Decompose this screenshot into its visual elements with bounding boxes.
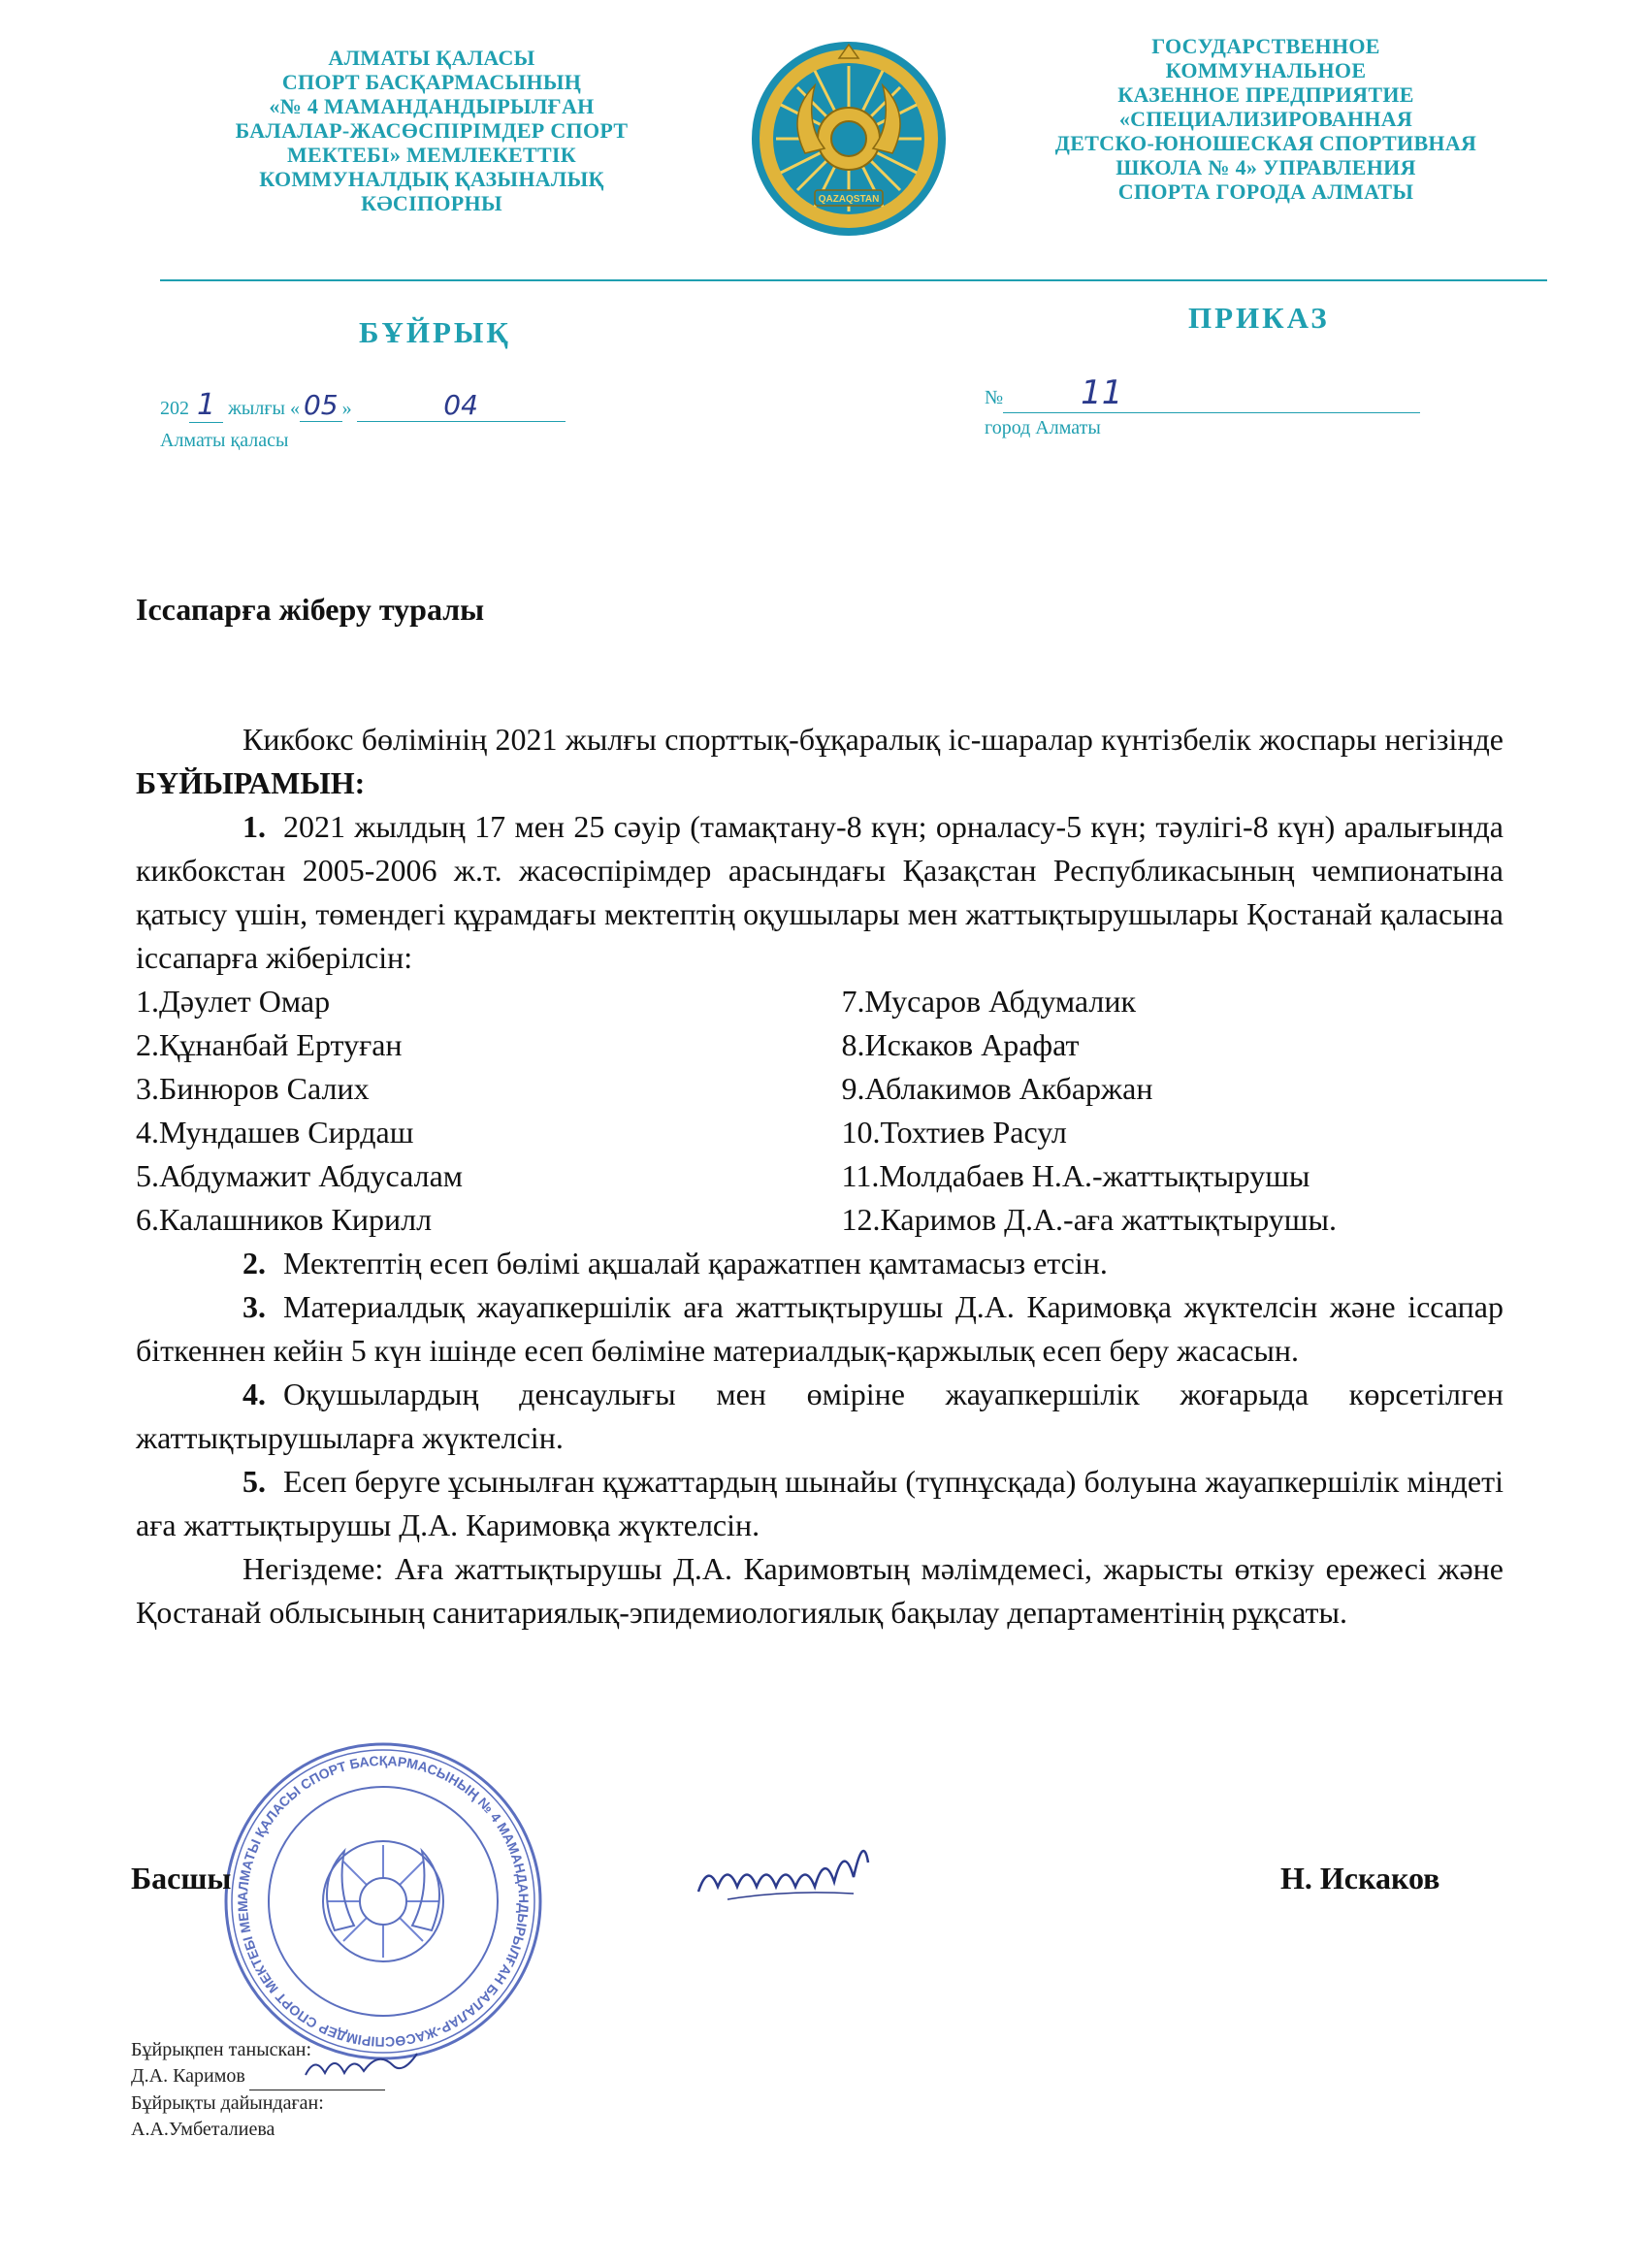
participants-col-right: [798, 980, 1504, 1242]
header-left-line: КӘСІПОРНЫ: [361, 191, 502, 215]
official-seal-icon: [218, 1736, 548, 2066]
date-line: [160, 388, 566, 422]
document-title: Іссапарға жіберу туралы: [136, 592, 485, 627]
header-right-line: КОММУНАЛЬНОЕ: [1165, 58, 1367, 82]
seal-ring-text: АЛМАТЫ ҚАЛАСЫ СПОРТ БАСҚАРМАСЫНЫҢ № 4 МАМАНДАНДЫРЫЛҒАН БАЛАЛАР-ЖАСӨСПІРІМДЕР СПОРТ МЕКТЕБІ МЕМ: [234, 1752, 533, 2051]
doc-type-kz: БҰЙРЫҚ: [359, 315, 511, 349]
participant: 3.Бинюров Салих: [136, 1071, 370, 1106]
prepared-label: Бұйрықты дайындаған:: [131, 2092, 324, 2114]
header-right-line: ГОСУДАРСТВЕННОЕ: [1151, 34, 1380, 58]
header-right-line: СПОРТА ГОРОДА АЛМАТЫ: [1117, 179, 1414, 204]
participant: 8.Искаков Арафат: [841, 1027, 1080, 1062]
order-item-5: [136, 1460, 1504, 1547]
order-word: БҰЙЫРАМЫН:: [136, 765, 366, 800]
intro-text: Кикбокс бөлімінің 2021 жылғы спорттық-бұқаралық іс-шаралар күнтізбелік жоспары негізінде: [242, 722, 1504, 757]
participants-col-left: [136, 980, 798, 1242]
header-left-line: КОММУНАЛДЫҚ ҚАЗЫНАЛЫҚ: [259, 167, 604, 191]
doc-type-ru: ПРИКАЗ: [1188, 301, 1330, 335]
emblem-text: QAZAQSTAN: [818, 194, 880, 205]
order-item-3: [136, 1285, 1504, 1373]
prepared-name: А.А.Умбеталиева: [131, 2119, 275, 2140]
item-text: Оқушылардың денсаулығы мен өміріне жауапкершілік жоғарыда көрсетілген жаттықтырушыларға жүктелсін.: [136, 1377, 1504, 1455]
item-text: Материалдық жауапкершілік аға жаттықтырушы Д.А. Каримовқа жүктелсін және іссапар біткеннен кейін 5 күн ішінде есеп бөліміне материалдық-қаржылық есеп беру жасасын.: [136, 1289, 1504, 1368]
intro-paragraph: [136, 718, 1504, 805]
footer: [131, 2037, 519, 2143]
header-left-org: [189, 46, 674, 215]
header-left-line: МЕКТЕБІ» МЕМЛЕКЕТТІК: [286, 143, 577, 167]
kazakhstan-emblem-icon: [747, 37, 951, 241]
header-right-line: КАЗЕННОЕ ПРЕДПРИЯТИЕ: [1117, 82, 1414, 107]
signature-scribble-icon: [689, 1824, 883, 1911]
header-left-line: СПОРТ БАСҚАРМАСЫНЫҢ: [281, 70, 582, 94]
participant: 11.Молдабаев Н.А.-жаттықтырушы: [841, 1158, 1310, 1193]
item-text: 2021 жылдың 17 мен 25 сәуір (тамақтану-8 күн; орналасу-5 күн; тәулігі-8 күн) аралығында кикбокстан 2005-2006 ж.т. жасөспірімдер арасындағы Қазақстан Республикасының чемпионатына қатысу үшін, төмендегі құрамдағы мектептің оқушылары мен жаттықтырушылары Қостанай қаласына іссапарға жіберілсін:: [136, 809, 1504, 975]
item-number: 5.: [242, 1464, 266, 1499]
number-prefix: №: [985, 387, 1004, 408]
participant: 7.Мусаров Абдумалик: [841, 984, 1137, 1019]
item-number: 4.: [242, 1377, 266, 1411]
participants-list: [136, 980, 1504, 1242]
year-digit: 1: [189, 388, 223, 423]
date-close: »: [341, 398, 352, 419]
participant: 12.Каримов Д.А.-аға жаттықтырушы.: [841, 1202, 1337, 1237]
participant: 1.Дәулет Омар: [136, 984, 331, 1019]
header-right-line: «СПЕЦИАЛИЗИРОВАННАЯ: [1118, 107, 1413, 131]
order-number: 11: [1003, 373, 1420, 413]
city-kz: Алматы қаласы: [160, 430, 289, 451]
item-text: Мектептің есеп бөлімі ақшалай қаражатпен қамтамасыз етсін.: [283, 1246, 1108, 1280]
order-item-2: [136, 1242, 1504, 1285]
signature-role: Басшы: [131, 1861, 232, 1895]
header-left-line: АЛМАТЫ ҚАЛАСЫ: [328, 46, 535, 70]
header-left-line: БАЛАЛАР-ЖАСӨСПІРІМДЕР СПОРТ: [235, 118, 629, 143]
header-left-line: «№ 4 МАМАНДАНДЫРЫЛҒАН: [269, 94, 595, 118]
header-right-org: [1004, 34, 1528, 204]
item-number: 2.: [242, 1246, 266, 1280]
date-mid: жылғы «: [228, 398, 300, 419]
date-month: 04: [357, 389, 566, 422]
acquainted-label: Бұйрықпен таныскан:: [131, 2039, 312, 2060]
city-ru: город Алматы: [985, 417, 1101, 438]
header-divider: [160, 279, 1547, 281]
signature-name: Н. Искаков: [1280, 1861, 1440, 1895]
participant: 5.Абдумажит Абдусалам: [136, 1158, 464, 1193]
order-item-4: [136, 1373, 1504, 1460]
header-right-line: ШКОЛА № 4» УПРАВЛЕНИЯ: [1116, 155, 1416, 179]
participant: 2.Құнанбай Ертуған: [136, 1027, 403, 1062]
header-right-line: ДЕТСКО-ЮНОШЕСКАЯ СПОРТИВНАЯ: [1054, 131, 1477, 155]
participant: 6.Калашников Кирилл: [136, 1202, 433, 1237]
participant: 4.Мундашев Сирдаш: [136, 1115, 414, 1150]
basis-paragraph: Негіздеме: Аға жаттықтырушы Д.А. Каримовтың мәлімдемесі, жарысты өткізу ережесі және Қостанай облысының санитариялық-эпидемиологиялық бақылау департаментінің рұқсаты.: [136, 1551, 1504, 1630]
item-text: Есеп беруге ұсынылған құжаттардың шынайы (түпнұсқада) болуына жауапкершілік міндеті аға жаттықтырушы Д.А. Каримовқа жүктелсін.: [136, 1464, 1504, 1542]
order-body: [136, 718, 1504, 1635]
acquainted-row: [131, 2063, 519, 2090]
acquainted-signature-icon: [301, 2046, 427, 2085]
participant: 9.Аблакимов Акбаржан: [841, 1071, 1153, 1106]
number-line: [985, 373, 1420, 413]
item-number: 3.: [242, 1289, 266, 1324]
date-day: 05: [300, 389, 342, 422]
item-number: 1.: [242, 809, 266, 844]
participant: 10.Тохтиев Расул: [841, 1115, 1067, 1150]
order-item-1: [136, 805, 1504, 980]
year-prefix: 202: [160, 398, 189, 419]
acquainted-name: Д.А. Каримов: [131, 2065, 245, 2087]
